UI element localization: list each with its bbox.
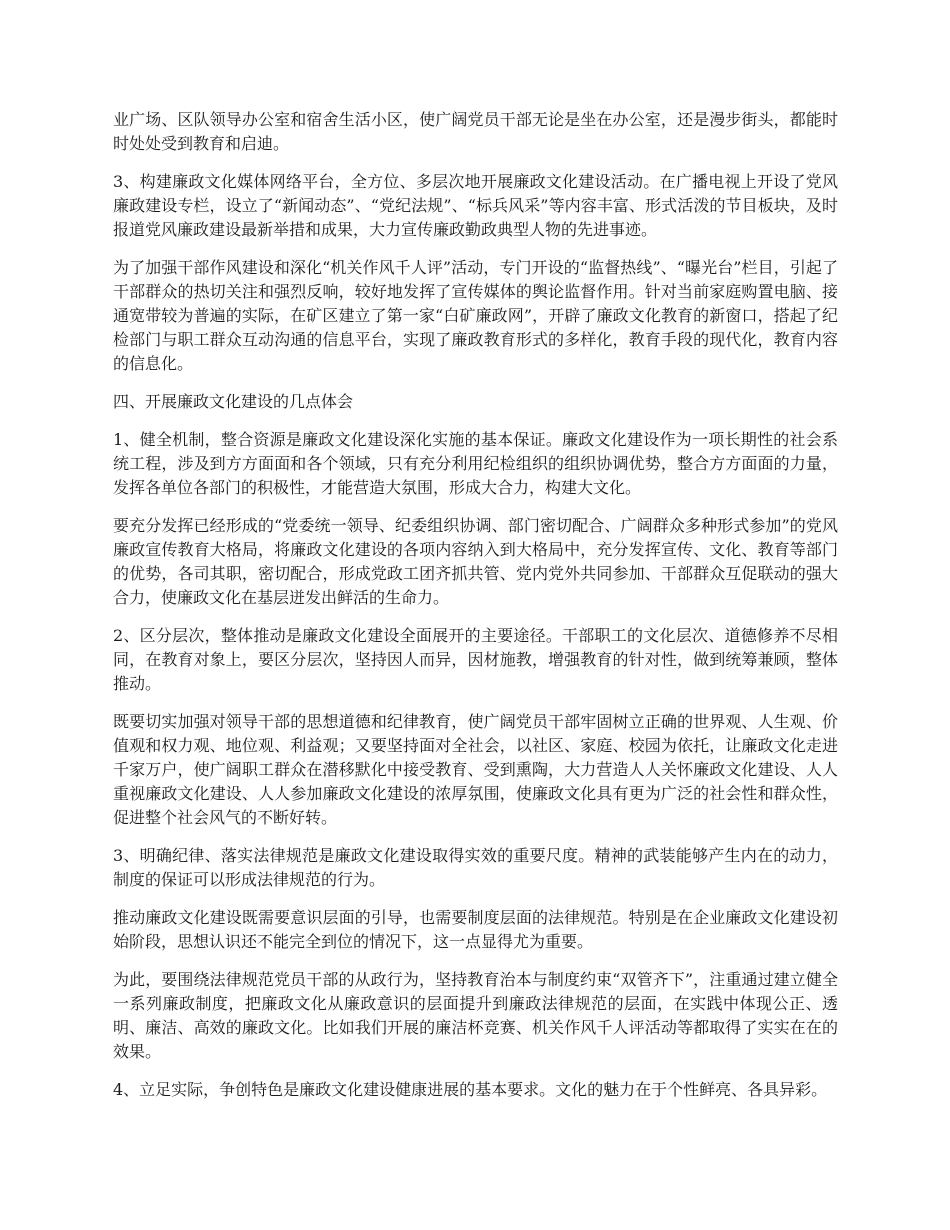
paragraph-continuation: 业广场、区队领导办公室和宿舍生活小区，使广阔党员干部无论是坐在办公室，还是漫步街头，都能时时处处受到教育和启迪。: [113, 110, 838, 153]
document-page: [113, 108, 838, 1116]
paragraph-mechanism: 1、健全机制，整合资源是廉政文化建设深化实施的基本保证。廉政文化建设作为一项长期性的社会系统工程，涉及到方方面面和各个领域，只有充分利用纪检组织的组织协调优势，整合方方面面的力量，发挥各单位各部门的积极性，才能营造大氛围，形成大合力，构建大文化。: [113, 430, 838, 497]
paragraph-characteristics: 4、立足实际，争创特色是廉政文化建设健康进展的基本要求。文化的魅力在于个性鲜亮、各具异彩。: [113, 1080, 828, 1099]
paragraph-education: 既要切实加强对领导干部的思想道德和纪律教育，使广阔党员干部牢固树立正确的世界观、人生观、价值观和权力观、地位观、利益观；又要坚持面对全社会，以社区、家庭、校园为依托，让廉政文化走进千家万户，使广阔职工群众在潜移默化中接受教育、受到熏陶，大力营造人人关怀廉政文化建设、人人重视廉政文化建设、人人参加廉政文化建设的浓厚氛围，使廉政文化具有更为广泛的社会性和群众性，促进整个社会风气的不断好转。: [113, 712, 838, 827]
paragraph-joint-effort: 要充分发挥已经形成的“党委统一领导、纪委组织协调、部门密切配合、广阔群众多种形式参加”的党风廉政宣传教育大格局，将廉政文化建设的各项内容纳入到大格局中，充分发挥宣传、文化、教育等部门的优势，各司其职，密切配合，形成党政工团齐抓共管、党内党外共同参加、干部群众互促联动的强大合力，使廉政文化在基层迸发出鲜活的生命力。: [113, 516, 838, 607]
paragraph-discipline: 3、明确纪律、落实法律规范是廉政文化建设取得实效的重要尺度。精神的武装能够产生内在的动力，制度的保证可以形成法律规范的行为。: [113, 846, 838, 889]
paragraph-norms: 推动廉政文化建设既需要意识层面的引导，也需要制度层面的法律规范。特别是在企业廉政文化建设初始阶段，思想认识还不能完全到位的情况下，这一点显得尤为重要。: [113, 908, 838, 951]
paragraph-supervision-hotline: 为了加强干部作风建设和深化“机关作风千人评”活动，专门开设的“监督热线”、“曝光台”栏目，引起了干部群众的热切关注和强烈反响，较好地发挥了宣传媒体的舆论监督作用。针对当前家庭购置电脑、接通宽带较为普遍的实际，在矿区建立了第一家“白矿廉政网”，开辟了廉政文化教育的新窗口，搭起了纪检部门与职工群众互动沟通的信息平台，实现了廉政教育形式的多样化，教育手段的现代化，教育内容的信息化。: [113, 258, 838, 373]
section-heading: 四、开展廉政文化建设的几点体会: [113, 392, 354, 411]
paragraph-regulations: 为此，要围绕法律规范党员干部的从政行为，坚持教育治本与制度约束“双管齐下”，注重通过建立健全一系列廉政制度，把廉政文化从廉政意识的层面提升到廉政法律规范的层面，在实践中体现公正、透明、廉洁、高效的廉政文化。比如我们开展的廉洁杯竞赛、机关作风千人评活动等都取得了实实在在的效果。: [113, 970, 838, 1061]
paragraph-levels: 2、区分层次，整体推动是廉政文化建设全面展开的主要途径。干部职工的文化层次、道德修养不尽相同，在教育对象上，要区分层次，坚持因人而异，因材施教，增强教育的针对性，做到统筹兼顾，整体推动。: [113, 626, 838, 693]
paragraph-media-platform: 3、构建廉政文化媒体网络平台，全方位、多层次地开展廉政文化建设活动。在广播电视上开设了党风廉政建设专栏，设立了“新闻动态”、“党纪法规”、“标兵风采”等内容丰富、形式活泼的节目板块，及时报道党风廉政建设最新举措和成果，大力宣传廉政勤政典型人物的先进事迹。: [113, 172, 838, 239]
